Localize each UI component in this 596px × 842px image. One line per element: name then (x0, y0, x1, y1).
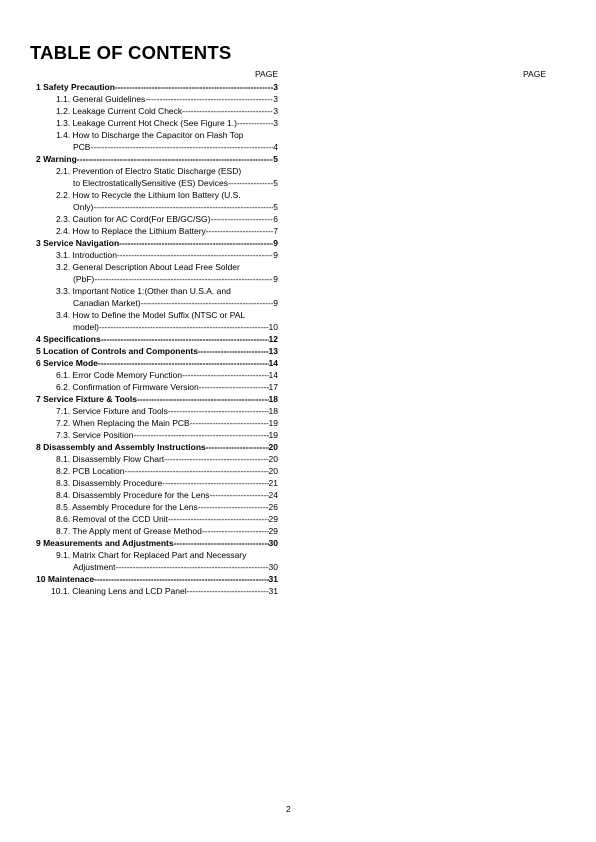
toc-entry-text: 6 Service Mode (36, 358, 98, 368)
toc-chapter-entry[interactable] (36, 333, 278, 345)
toc-section-entry[interactable] (36, 381, 278, 393)
toc-leader-dots (117, 249, 273, 261)
toc-entry-page: 20 (268, 454, 278, 464)
toc-section-entry[interactable] (36, 261, 278, 273)
toc-entry-text: PCB (73, 142, 91, 152)
toc-section-entry[interactable] (36, 273, 278, 285)
toc-entry-text: 10.1. Cleaning Lens and LCD Panel (51, 586, 187, 596)
toc-entry-text: 8.6. Removal of the CCD Unit (56, 514, 168, 524)
toc-leader-dots (133, 429, 268, 441)
toc-entry-text: 2.2. How to Recycle the Lithium Ion Battery (U.S. (56, 190, 241, 200)
toc-leader-dots (145, 93, 273, 105)
toc-entry-page: 30 (268, 538, 278, 548)
toc-leader-dots (199, 381, 269, 393)
toc-entry-text: 2 Warning (36, 154, 77, 164)
page-number: 2 (286, 804, 291, 814)
toc-leader-dots (237, 117, 273, 129)
toc-entry-text: 10 Maintenace (36, 574, 95, 584)
toc-leader-dots (182, 105, 273, 117)
toc-entry-page: 19 (268, 430, 278, 440)
toc-section-entry[interactable] (36, 165, 278, 177)
toc-entry-page: 10 (268, 322, 278, 332)
toc-entry-page: 14 (268, 358, 278, 368)
toc-entry-text: 3.1. Introduction (56, 250, 117, 260)
toc-section-entry[interactable] (36, 213, 278, 225)
toc-entry-text: 1.1. General Guidelines (56, 94, 146, 104)
toc-entry-page: 20 (268, 466, 278, 476)
toc-entry-page: 26 (268, 502, 278, 512)
toc-chapter-entry[interactable] (36, 393, 278, 405)
toc-entry-page: 5 (273, 154, 278, 164)
toc-entry-page: 31 (268, 574, 278, 584)
toc-leader-dots (168, 513, 269, 525)
toc-chapter-entry[interactable] (36, 537, 278, 549)
toc-entry-page: 3 (273, 82, 278, 92)
toc-section-entry[interactable] (36, 93, 278, 105)
toc-entry-page: 7 (273, 226, 278, 236)
toc-leader-dots (115, 81, 273, 93)
toc-leader-dots (125, 465, 269, 477)
page-column-header-left: PAGE (255, 69, 278, 79)
toc-entry-text: 2.3. Caution for AC Cord(For EB/GC/SG) (56, 214, 211, 224)
toc-entry-text: 8.1. Disassembly Flow Chart (56, 454, 165, 464)
toc-section-entry[interactable] (36, 249, 278, 261)
toc-entry-text: model) (73, 322, 99, 332)
toc-entry-text: 8.3. Disassembly Procedure (56, 478, 163, 488)
toc-entry-text: 8.5. Assembly Procedure for the Lens (56, 502, 198, 512)
toc-leader-dots (119, 237, 273, 249)
toc-section-entry[interactable] (36, 117, 278, 129)
toc-entry-text: 1 Safety Precaution (36, 82, 115, 92)
toc-leader-dots (168, 405, 269, 417)
toc-section-entry[interactable] (36, 105, 278, 117)
toc-entry-page: 21 (268, 478, 278, 488)
toc-entry-page: 12 (268, 334, 278, 344)
toc-leader-dots (101, 333, 269, 345)
toc-entry-text: to ElectrostaticallySensitive (ES) Devices (73, 178, 228, 188)
toc-entry-page: 4 (273, 142, 278, 152)
toc-leader-dots (116, 561, 269, 573)
toc-section-entry[interactable] (36, 285, 278, 297)
toc-leader-dots (174, 537, 269, 549)
toc-entry-page: 29 (268, 526, 278, 536)
toc-section-entry[interactable] (36, 585, 278, 597)
toc-entry-text: 3.3. Important Notice 1:(Other than U.S.A. and (56, 286, 231, 296)
toc-section-entry[interactable] (36, 477, 278, 489)
toc-entry-page: 9 (273, 250, 278, 260)
toc-entry-page: 9 (273, 274, 278, 284)
toc-entry-text: 4 Specifications (36, 334, 101, 344)
toc-entry-text: 3.2. General Description About Lead Free Solder (56, 262, 240, 272)
toc-entry-text: 7.1. Service Fixture and Tools (56, 406, 168, 416)
toc-entry-text: 8.7. The Apply ment of Grease Method (56, 526, 202, 536)
toc-entry-page: 17 (268, 382, 278, 392)
toc-section-entry[interactable] (36, 189, 278, 201)
toc-section-entry[interactable] (36, 501, 278, 513)
toc-section-entry[interactable] (36, 321, 278, 333)
toc-leader-dots (98, 357, 269, 369)
toc-leader-dots (137, 393, 269, 405)
toc-entry-page: 3 (273, 106, 278, 116)
toc-entry-text: 1.2. Leakage Current Cold Check (56, 106, 183, 116)
toc-section-entry[interactable] (36, 297, 278, 309)
toc-section-entry[interactable] (36, 417, 278, 429)
page-column-header-right: PAGE (523, 69, 546, 79)
toc-chapter-entry[interactable] (36, 441, 278, 453)
toc-entry-text: 6.1. Error Code Memory Function (56, 370, 183, 380)
toc-leader-dots (206, 441, 269, 453)
toc-leader-dots (210, 489, 269, 501)
toc-section-entry[interactable] (36, 225, 278, 237)
toc-entry-page: 30 (268, 562, 278, 572)
toc-leader-dots (99, 321, 269, 333)
toc-leader-dots (198, 501, 269, 513)
toc-entry-page: 5 (273, 202, 278, 212)
toc-leader-dots (210, 213, 273, 225)
toc-leader-dots (93, 201, 273, 213)
toc-section-entry[interactable] (36, 549, 278, 561)
toc-section-entry[interactable] (36, 129, 278, 141)
toc-entry-text: 9.1. Matrix Chart for Replaced Part and Necessary (56, 550, 247, 560)
toc-entry-page: 18 (268, 406, 278, 416)
toc-entry-text: 9 Measurements and Adjustments (36, 538, 174, 548)
toc-chapter-entry[interactable] (36, 81, 278, 93)
toc-entry-text: 8.2. PCB Location (56, 466, 125, 476)
toc-chapter-entry[interactable] (36, 345, 278, 357)
toc-leader-dots (164, 453, 268, 465)
toc-entry-text: 7.2. When Replacing the Main PCB (56, 418, 190, 428)
toc-entry-page: 31 (268, 586, 278, 596)
toc-entry-text: (PbF) (73, 274, 95, 284)
page-title: TABLE OF CONTENTS (30, 42, 232, 63)
toc-leader-dots (90, 141, 273, 153)
toc-section-entry[interactable] (36, 405, 278, 417)
toc-section-entry[interactable] (36, 489, 278, 501)
toc-entry-page: 13 (268, 346, 278, 356)
toc-leader-dots (94, 273, 273, 285)
toc-entry-text: Adjustment (73, 562, 116, 572)
toc-entry-text: 8 Disassembly and Assembly Instructions (36, 442, 206, 452)
toc-leader-dots (228, 177, 273, 189)
toc-entry-page: 6 (273, 214, 278, 224)
toc-section-entry[interactable] (36, 465, 278, 477)
toc-entry-page: 3 (273, 118, 278, 128)
toc-leader-dots (202, 525, 269, 537)
toc-leader-dots (94, 573, 268, 585)
toc-entry-text: 5 Location of Controls and Components (36, 346, 198, 356)
toc-section-entry[interactable] (36, 177, 278, 189)
toc-section-entry[interactable] (36, 525, 278, 537)
toc-chapter-entry[interactable] (36, 357, 278, 369)
toc-leader-dots (182, 369, 268, 381)
toc-section-entry[interactable] (36, 369, 278, 381)
toc-entry-text: 1.4. How to Discharge the Capacitor on Flash Top (56, 130, 244, 140)
toc-entry-page: 29 (268, 514, 278, 524)
toc-entry-text: 3 Service Navigation (36, 238, 120, 248)
toc-section-entry[interactable] (36, 201, 278, 213)
toc-chapter-entry[interactable] (36, 153, 278, 165)
toc-entry-page: 19 (268, 418, 278, 428)
toc-entry-page: 9 (273, 238, 278, 248)
toc-entry-page: 24 (268, 490, 278, 500)
toc-section-entry[interactable] (36, 309, 278, 321)
toc-section-entry[interactable] (36, 513, 278, 525)
toc-entry-text: 2.4. How to Replace the Lithium Battery (56, 226, 206, 236)
toc-entry-page: 18 (268, 394, 278, 404)
toc-entry-page: 14 (268, 370, 278, 380)
toc-section-entry[interactable] (36, 141, 278, 153)
toc-leader-dots (187, 585, 269, 597)
toc-section-entry[interactable] (36, 429, 278, 441)
toc-leader-dots (198, 345, 269, 357)
toc-entry-page: 3 (273, 94, 278, 104)
toc-entry-text: 6.2. Confirmation of Firmware Version (56, 382, 199, 392)
toc-chapter-entry[interactable] (36, 237, 278, 249)
toc-entry-text: Canadian Market) (73, 298, 141, 308)
toc-chapter-entry[interactable] (36, 573, 278, 585)
toc-entry-page: 9 (273, 298, 278, 308)
toc-leader-dots (190, 417, 269, 429)
toc-leader-dots (206, 225, 273, 237)
toc-entry-text: 7.3. Service Position (56, 430, 134, 440)
toc-leader-dots (162, 477, 268, 489)
toc-entry-text: 7 Service Fixture & Tools (36, 394, 137, 404)
toc-entry-text: 2.1. Prevention of Electro Static Discharge (ESD) (56, 166, 242, 176)
toc-entry-text: Only) (73, 202, 94, 212)
toc-leader-dots (141, 297, 274, 309)
toc-entry-text: 3.4. How to Define the Model Suffix (NTSC or PAL (56, 310, 246, 320)
toc-leader-dots (77, 153, 273, 165)
toc-section-entry[interactable] (36, 453, 278, 465)
toc-entry-page: 20 (268, 442, 278, 452)
toc-entry-text: 1.3. Leakage Current Hot Check (See Figure 1.) (56, 118, 237, 128)
toc-section-entry[interactable] (36, 561, 278, 573)
table-of-contents (36, 81, 278, 597)
toc-entry-text: 8.4. Disassembly Procedure for the Lens (56, 490, 210, 500)
toc-entry-page: 5 (273, 178, 278, 188)
